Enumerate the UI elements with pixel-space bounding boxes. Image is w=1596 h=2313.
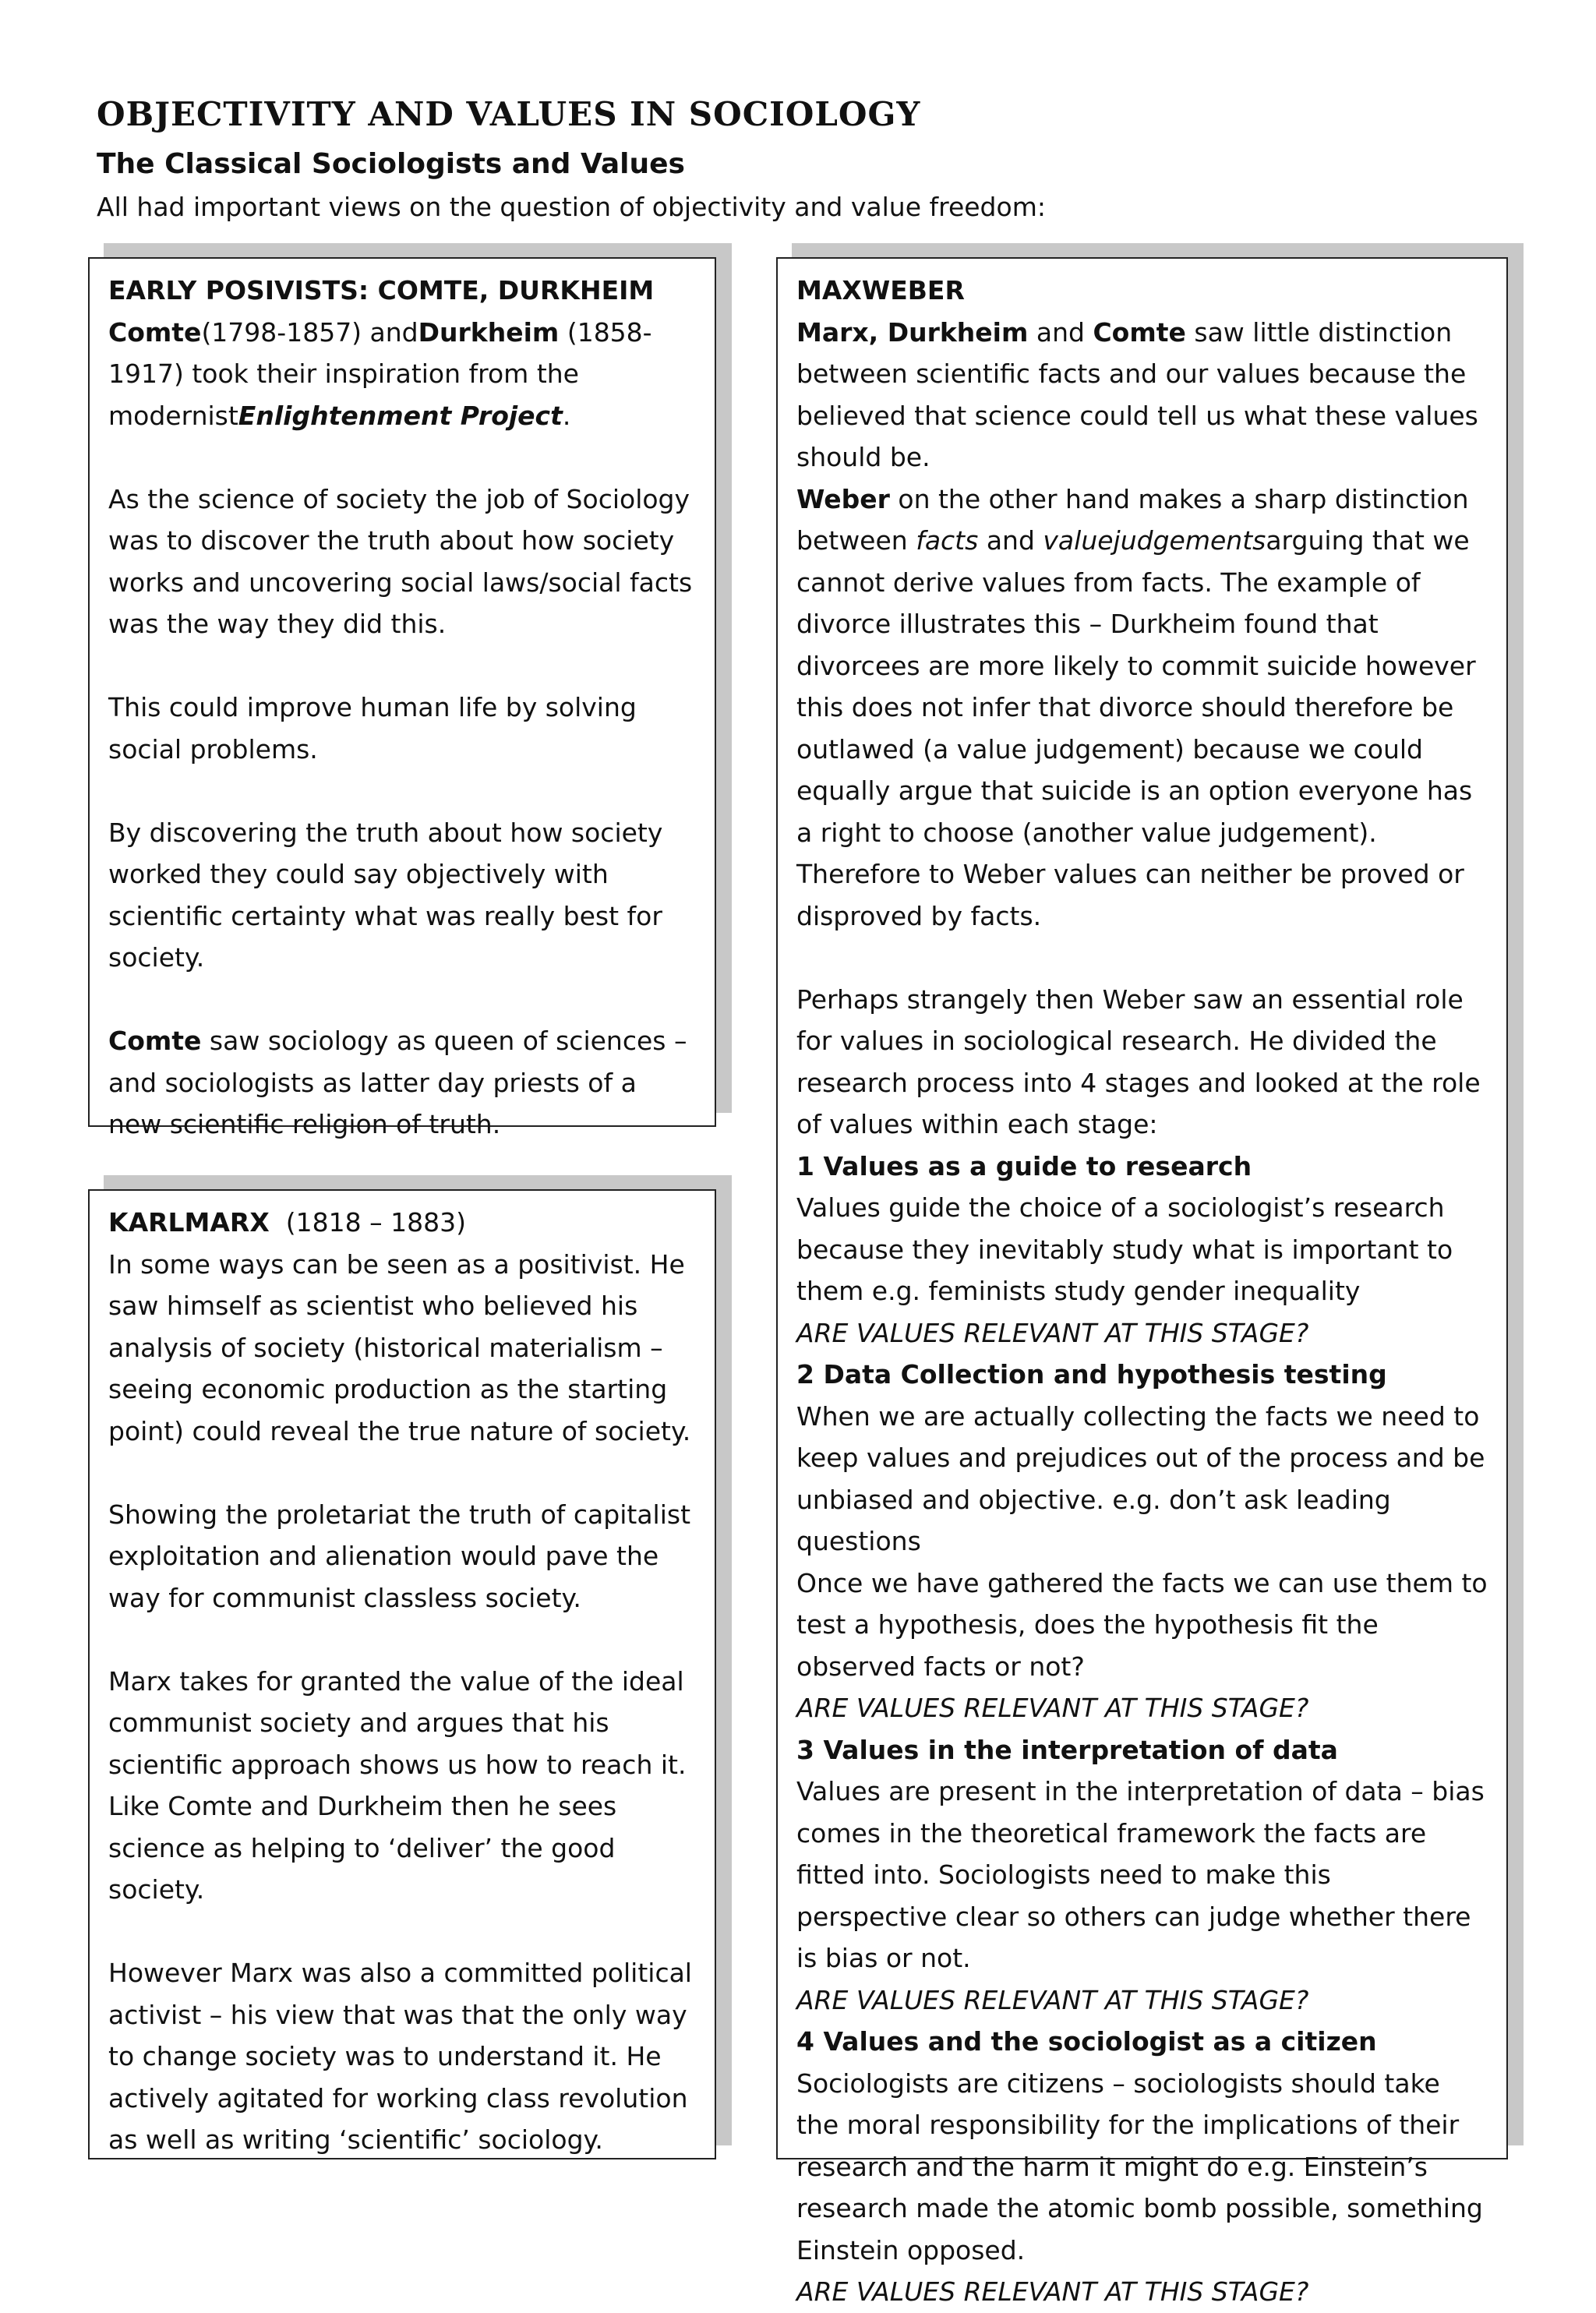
spacer xyxy=(108,436,696,478)
enlightenment-project-term: Enlightenment Project xyxy=(238,400,563,431)
stage-2-text-2: Once we have gathered the facts we can use them to test a hypothesis, does the hypothesis fit the observed facts or not? xyxy=(796,1567,1488,1682)
stage-3-question: ARE VALUES RELEVANT AT THIS STAGE? xyxy=(796,1984,1309,2015)
stage-3-text: Values are present in the interpretation of data – bias comes in the theoretical framework the facts are fitted into. Sociologists need to make this perspective clear so others can judge whether there is bias or not. xyxy=(796,1776,1485,1973)
marx-paragraph-2: Showing the proletariat the truth of capitalist exploitation and alienation would pave the way for communist classless society. xyxy=(108,1499,691,1613)
stage-2-text-1: When we are actually collecting the facts we need to keep values and prejudices out of the process and be unbiased and objective. e.g. don’t ask leading questions xyxy=(796,1400,1485,1556)
positivists-heading: EARLY POSIVISTS: COMTE, DURKHEIM xyxy=(108,275,655,305)
text-span: saw sociology as queen of sciences – and sociologists as latter day priests of a new scientific religion of truth. xyxy=(108,1026,687,1139)
marx-heading: KARLMARX xyxy=(108,1207,270,1238)
weber-heading: MAXWEBER xyxy=(796,275,965,305)
stage-3-heading: 3 Values in the interpretation of data xyxy=(796,1734,1338,1765)
stage-4-text: Sociologists are citizens – sociologists should take the moral responsibility for the implications of their research and the harm it might do e.g. Einstein’s research made the atomic bomb possible, something Einstein opposed. xyxy=(796,2068,1483,2265)
comte-name: Comte xyxy=(1093,316,1186,348)
stage-4-question: ARE VALUES RELEVANT AT THIS STAGE? xyxy=(796,2276,1309,2307)
spacer xyxy=(108,1911,696,1953)
text-span: arguing that we cannot derive values from facts. The example of divorce illustrates this – Durkheim found that divorcees are more likely to commit suicide however this does not infer that divorce should therefore be outlawed (a value judgement) because we could equally argue that suicide is an option everyone has a right to choose (another value judgement). Therefore to Weber values can neither be proved or disproved by facts. xyxy=(796,525,1476,931)
weber-paragraph-1 xyxy=(796,312,1488,478)
stage-4-heading: 4 Values and the sociologist as a citizen xyxy=(796,2026,1377,2057)
text-span: and xyxy=(978,525,1043,556)
positivists-paragraph-5 xyxy=(108,1020,696,1146)
positivists-paragraph-3: This could improve human life by solving social problems. xyxy=(108,692,637,765)
page-title: OBJECTIVITY AND VALUES IN SOCIOLOGY xyxy=(97,95,921,133)
stage-2-question: ARE VALUES RELEVANT AT THIS STAGE? xyxy=(796,1693,1309,1723)
stage-1-text: Values guide the choice of a sociologist’s research because they inevitably study what is important to them e.g. feminists study gender inequality xyxy=(796,1192,1453,1306)
text-span: on the other hand makes a sharp distinction between xyxy=(796,483,1469,556)
text-span: (1798-1857) and xyxy=(201,316,418,348)
page-subtitle: The Classical Sociologists and Values xyxy=(97,148,685,180)
facts-term: facts xyxy=(916,525,979,556)
intro-text: All had important views on the question of objectivity and value freedom: xyxy=(97,192,1046,222)
positivists-paragraph-1 xyxy=(108,312,696,437)
text-span: and xyxy=(1028,316,1093,348)
comte-name: Comte xyxy=(108,1026,202,1056)
text-span: . xyxy=(562,400,571,431)
spacer xyxy=(796,937,1488,979)
spacer xyxy=(108,770,696,812)
spacer xyxy=(108,1619,696,1661)
stage-1-question: ARE VALUES RELEVANT AT THIS STAGE? xyxy=(796,1317,1309,1348)
marx-durkheim-names: Marx, Durkheim xyxy=(796,316,1029,348)
marx-box xyxy=(88,1189,716,2159)
spacer xyxy=(108,979,696,1021)
stage-1-heading: 1 Values as a guide to research xyxy=(796,1150,1252,1181)
positivists-paragraph-2: As the science of society the job of Sociology was to discover the truth about how society works and uncovering social laws/social facts was the way they did this. xyxy=(108,483,693,639)
marx-dates: (1818 – 1883) xyxy=(269,1207,466,1238)
weber-name: Weber xyxy=(796,483,890,514)
marx-paragraph-1: In some ways can be seen as a positivist. He saw himself as scientist who believed his analysis of society (historical materialism – seeing economic production as the starting point) could reveal the true nature of society. xyxy=(108,1248,691,1446)
text-span: (1858-1917) took their inspiration from the modernist xyxy=(108,316,652,431)
spacer xyxy=(108,1452,696,1494)
positivists-box xyxy=(88,257,716,1139)
stage-2-heading: 2 Data Collection and hypothesis testing xyxy=(796,1359,1387,1390)
text-span: saw little distinction between scientific facts and our values because the believed that science could tell us what these values should be. xyxy=(796,316,1478,472)
marx-paragraph-3: Marx takes for granted the value of the ideal communist society and argues that his scientific approach shows us how to reach it. Like Comte and Durkheim then he sees science as helping to ‘deliver’ the good society. xyxy=(108,1665,687,1905)
weber-box xyxy=(776,257,1508,2307)
marx-heading-line xyxy=(108,1202,696,1244)
positivists-paragraph-4: By discovering the truth about how society worked they could say objectively with scientific certainty what was really best for society. xyxy=(108,817,663,973)
comte-name: Comte xyxy=(108,316,202,348)
marx-paragraph-4: However Marx was also a committed political activist – his view that was that the only way to change society was to understand it. He actively agitated for working class revolution as well as writing ‘scientific’ sociology. xyxy=(108,1958,692,2155)
durkheim-name: Durkheim xyxy=(418,316,560,348)
spacer xyxy=(108,645,696,687)
weber-paragraph-2 xyxy=(796,478,1488,938)
value-judgements-term: valuejudgements xyxy=(1043,525,1266,556)
weber-paragraph-3: Perhaps strangely then Weber saw an essential role for values in sociological research. He divided the research process into 4 stages and looked at the role of values within each stage: xyxy=(796,983,1481,1139)
